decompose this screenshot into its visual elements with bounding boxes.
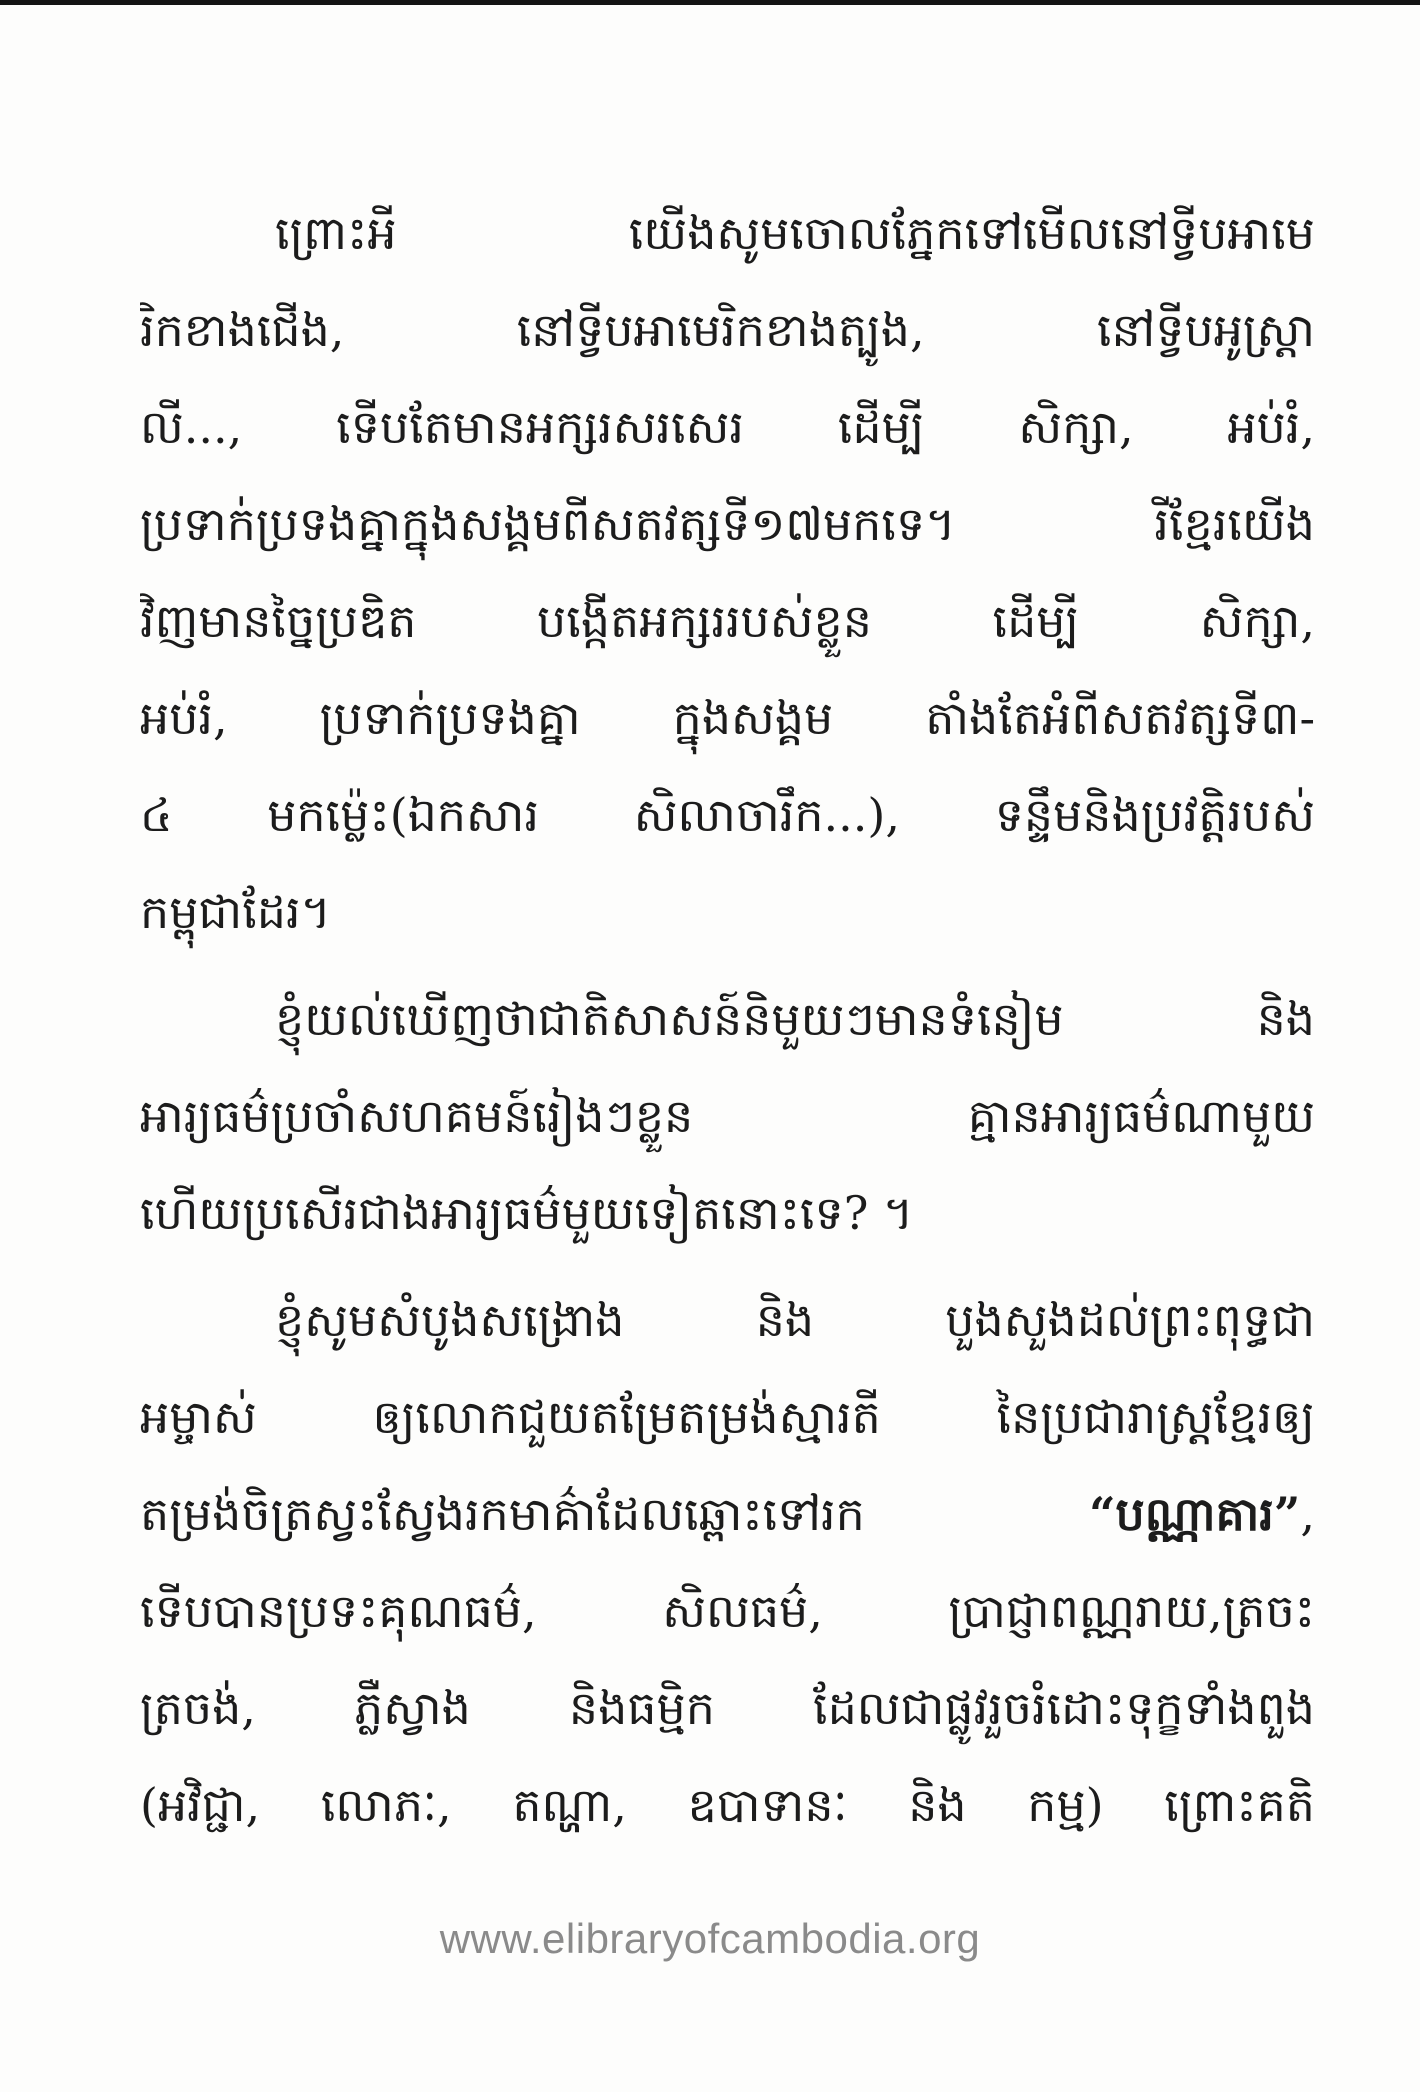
text-segment: តម្រង់ចិត្រស្វះស្វែងរកមាគ៌ាដែលឆ្ពោះទៅរក <box>140 1487 1090 1541</box>
paragraph-1 <box>140 185 1315 961</box>
text-line: អប់រំ, ប្រទាក់ប្រទងគ្នា ក្នុងសង្គម តាំងតែអំពីសតវត្សទី៣- <box>140 691 1315 745</box>
emphasized-term: “បណ្ណាគារ” <box>1089 1487 1301 1541</box>
page-body-text <box>140 185 1315 1854</box>
text-line: រិកខាងជើង, នៅទ្វីបអាមេរិកខាងត្បូង, នៅទ្វីបអូស្ត្រា <box>140 303 1315 357</box>
text-line: ៤ មកម៉្លេះ(ឯកសារ សិលាចារឹក...), ទន្ទឹមនិងប្រវត្តិរបស់ <box>140 788 1315 842</box>
text-line: ខ្ញុំយល់ឃើញថាជាតិសាសន៍និមួយៗមានទំនៀម និង <box>275 992 1315 1046</box>
text-line: ត្រចង់, ភ្លឺស្វាង និងធម្មិក ដែលជាផ្លូវរួចរំដោះទុក្ខទាំងពួង <box>140 1681 1315 1735</box>
text-line: ព្រោះអី យើងសូមចោលភ្នែកទៅមើលនៅទ្វីបអាមេ <box>275 206 1315 260</box>
footer-website-watermark: www.elibraryofcambodia.org <box>439 1915 981 1962</box>
text-line: ខ្ញុំសូមសំបូងសង្រោង និង បួងសួងដល់ព្រះពុទ្ធជា <box>275 1293 1315 1347</box>
text-line: (អវិជ្ជា, លោភៈ, តណ្ហា, ឧបាទានៈ និង កម្ម) ព្រោះគតិ <box>140 1778 1315 1832</box>
text-line: វិញមានច្នៃប្រឌិត បង្កើតអក្សររបស់ខ្លួន ដើម្បី សិក្សា, <box>140 594 1315 648</box>
text-segment: , <box>1300 1487 1315 1541</box>
text-line: កម្ពុជាដែរ។ <box>140 885 331 939</box>
text-line: លី..., ទើបតែមានអក្សរសរសេរ ដើម្បី សិក្សា, អប់រំ, <box>140 400 1315 454</box>
text-line: ហើយប្រសើរជាងអារ្យធម៌មួយទៀតនោះទេ? ។ <box>140 1186 914 1240</box>
scan-top-border <box>0 0 1420 5</box>
text-line: ទើបបានប្រទះគុណធម៌, សិលធម៌, ប្រាជ្ញាពណ្ណរាយ,ត្រចះ <box>140 1584 1315 1638</box>
text-line-with-emphasis <box>140 1466 1315 1563</box>
paragraph-2 <box>140 971 1315 1262</box>
text-line: អារ្យធម៌ប្រចាំសហគមន៍រៀងៗខ្លួន គ្មានអារ្យធម៌ណាមួយ <box>140 1089 1315 1143</box>
text-line: ប្រទាក់ប្រទងគ្នាក្នុងសង្គមពីសតវត្សទី១៧មកទេ។ រីខ្មែរយើង <box>140 497 1315 551</box>
paragraph-3 <box>140 1272 1315 1854</box>
text-line: អម្ចាស់ ឲ្យលោកជួយតម្រែតម្រង់ស្មារតី នៃប្រជារាស្ត្រខ្មែរឲ្យ <box>140 1390 1315 1444</box>
